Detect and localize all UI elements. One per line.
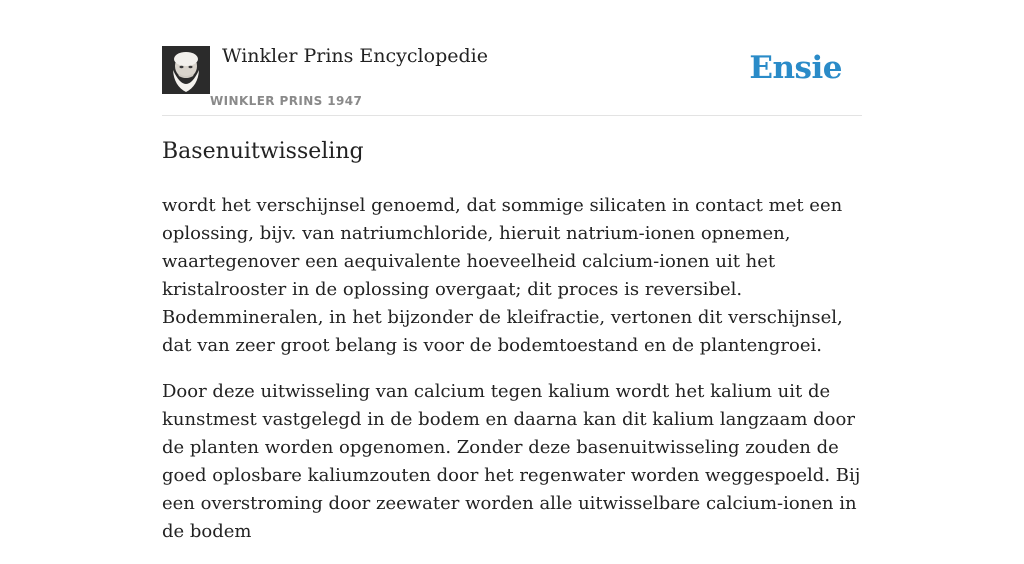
article-body bbox=[162, 192, 862, 564]
avatar[interactable] bbox=[162, 46, 210, 94]
article-container bbox=[162, 0, 862, 542]
article-title: Basenuitwisseling bbox=[162, 139, 364, 164]
ensie-logo[interactable]: Ensie bbox=[749, 50, 842, 86]
source-title[interactable]: Winkler Prins Encyclopedie bbox=[222, 45, 488, 67]
bearded-man-portrait-icon bbox=[162, 46, 210, 94]
source-subtitle[interactable]: WINKLER PRINS 1947 bbox=[210, 94, 363, 108]
article-paragraph: wordt het verschijnsel genoemd, dat sommige silicaten in contact met een oplossing, bijv. van natriumchloride, hieruit natrium-ionen opnemen, waartegenover een aequivalente hoeveelheid calcium-ionen uit het kristalrooster in de oplossing overgaat; dit proces is reversibel. Bodemmineralen, in het bijzonder de kleifractie, vertonen dit verschijnsel, dat van zeer groot belang is voor de bodemtoestand en de plantengroei. bbox=[162, 195, 843, 356]
article-paragraph: Door deze uitwisseling van calcium tegen kalium wordt het kalium uit de kunstmest vastgelegd in de bodem en daarna kan dit kalium langzaam door de planten worden opgenomen. Zonder deze basenuitwisseling zouden de goed oplosbare kaliumzouten door het regenwater worden weggespoeld. Bij een overstroming door zeewater worden alle uitwisselbare calcium-ionen in de bodem bbox=[162, 381, 861, 542]
source-header bbox=[162, 0, 862, 116]
